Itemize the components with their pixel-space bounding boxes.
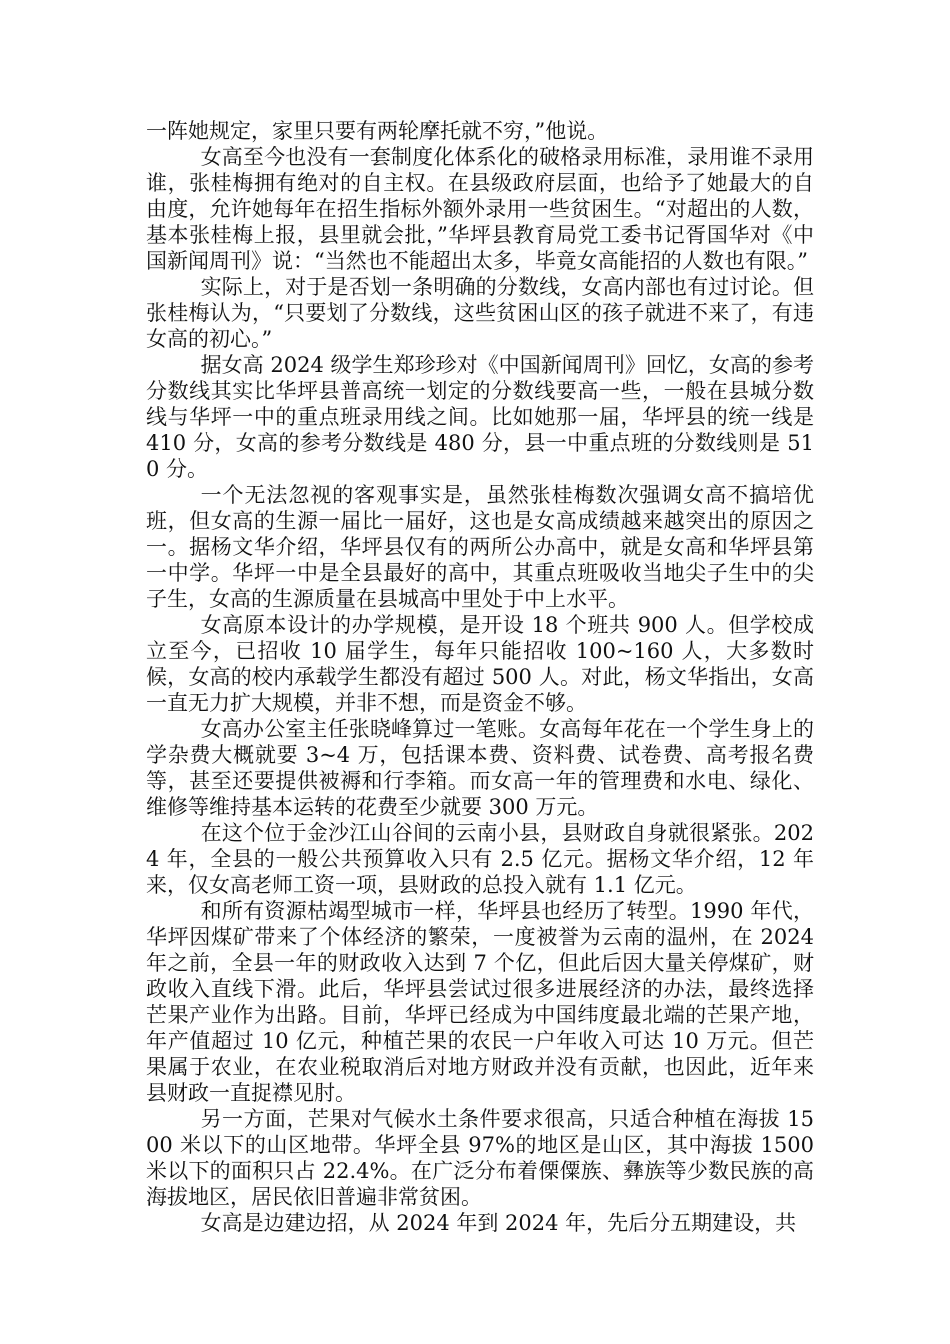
paragraph-reference-scores: 据女高 2024 级学生郑珍珍对《中国新闻周刊》回忆，女高的参考分数线其实比华坪县普高统一划定的分数线要高一些，一般在县城分数线与华坪一中的重点班录用线之间。比如她那一届，华坪县的统一线是 410 分，女高的参考分数线是 480 分，县一中重点班的分数线则是 510 分。: [146, 353, 814, 481]
paragraph-admission-standards: 女高至今也没有一套制度化体系化的破格录用标准，录用谁不录用谁，张桂梅拥有绝对的自主权。在县级政府层面，也给予了她最大的自由度，允许她每年在招生指标外额外录用一些贫困生。“对超出的人数，基本张桂梅上报，县里就会批，”华坪县教育局党工委书记胥国华对《中国新闻周刊》说：“当然也不能超出太多，毕竟女高能招的人数也有限。”: [146, 145, 814, 273]
paragraph-continuation: 一阵她规定，家里只要有两轮摩托就不穷，”他说。: [146, 119, 609, 143]
paragraph-county-finance: 在这个位于金沙江山谷间的云南小县，县财政自身就很紧张。2024 年，全县的一般公共预算收入只有 2.5 亿元。据杨文华介绍，12 年来，仅女高老师工资一项，县财政的总投入就有 1.1 亿元。: [146, 821, 814, 897]
paragraph-mango-terrain: 另一方面，芒果对气候水土条件要求很高，只适合种植在海拔 1500 米以下的山区地带。华坪全县 97%的地区是山区，其中海拔 1500 米以下的面积只占 22.4%。在广泛分布着傈僳族、彝族等少数民族的高海拔地区，居民依旧普遍非常贫困。: [146, 1107, 814, 1209]
paragraph-construction: 女高是边建边招，从 2024 年到 2024 年，先后分五期建设，共: [200, 1211, 797, 1235]
paragraph-costs: 女高办公室主任张晓峰算过一笔账。女高每年花在一个学生身上的学杂费大概就要 3~4 万，包括课本费、资料费、试卷费、高考报名费等，甚至还要提供被褥和行李箱。而女高一年的管理费和水电、绿化、维修等维持基本运转的花费至少就要 300 万元。: [146, 717, 814, 819]
paragraph-student-sources: 一个无法忽视的客观事实是，虽然张桂梅数次强调女高不搞培优班，但女高的生源一届比一届好，这也是女高成绩越来越突出的原因之一。据杨文华介绍，华坪县仅有的两所公办高中，就是女高和华坪县第一中学。华坪一中是全县最好的高中，其重点班吸收当地尖子生中的尖子生，女高的生源质量在县城高中里处于中上水平。: [146, 483, 814, 611]
document-page: [146, 118, 814, 1236]
paragraph-school-scale: 女高原本设计的办学规模，是开设 18 个班共 900 人。但学校成立至今，已招收 10 届学生，每年只能招收 100~160 人，大多数时候，女高的校内承载学生都没有超过 500 人。对此，杨文华指出，女高一直无力扩大规模，并非不想，而是资金不够。: [146, 613, 814, 715]
paragraph-economic-transition: 和所有资源枯竭型城市一样，华坪县也经历了转型。1990 年代，华坪因煤矿带来了个体经济的繁荣，一度被誉为云南的温州，在 2024 年之前，全县一年的财政收入达到 7 个亿，但此后因大量关停煤矿，财政收入直线下滑。此后，华坪县尝试过很多进展经济的办法，最终选择芒果产业作为出路。目前，华坪已经成为中国纬度最北端的芒果产地，年产值超过 10 亿元，种植芒果的农民一户年收入可达 10 万元。但芒果属于农业，在农业税取消后对地方财政并没有贡献，也因此，近年来县财政一直捉襟见肘。: [146, 899, 814, 1105]
paragraph-score-line-discussion: 实际上，对于是否划一条明确的分数线，女高内部也有过讨论。但张桂梅认为，“只要划了分数线，这些贫困山区的孩子就进不来了，有违女高的初心。”: [146, 275, 814, 351]
